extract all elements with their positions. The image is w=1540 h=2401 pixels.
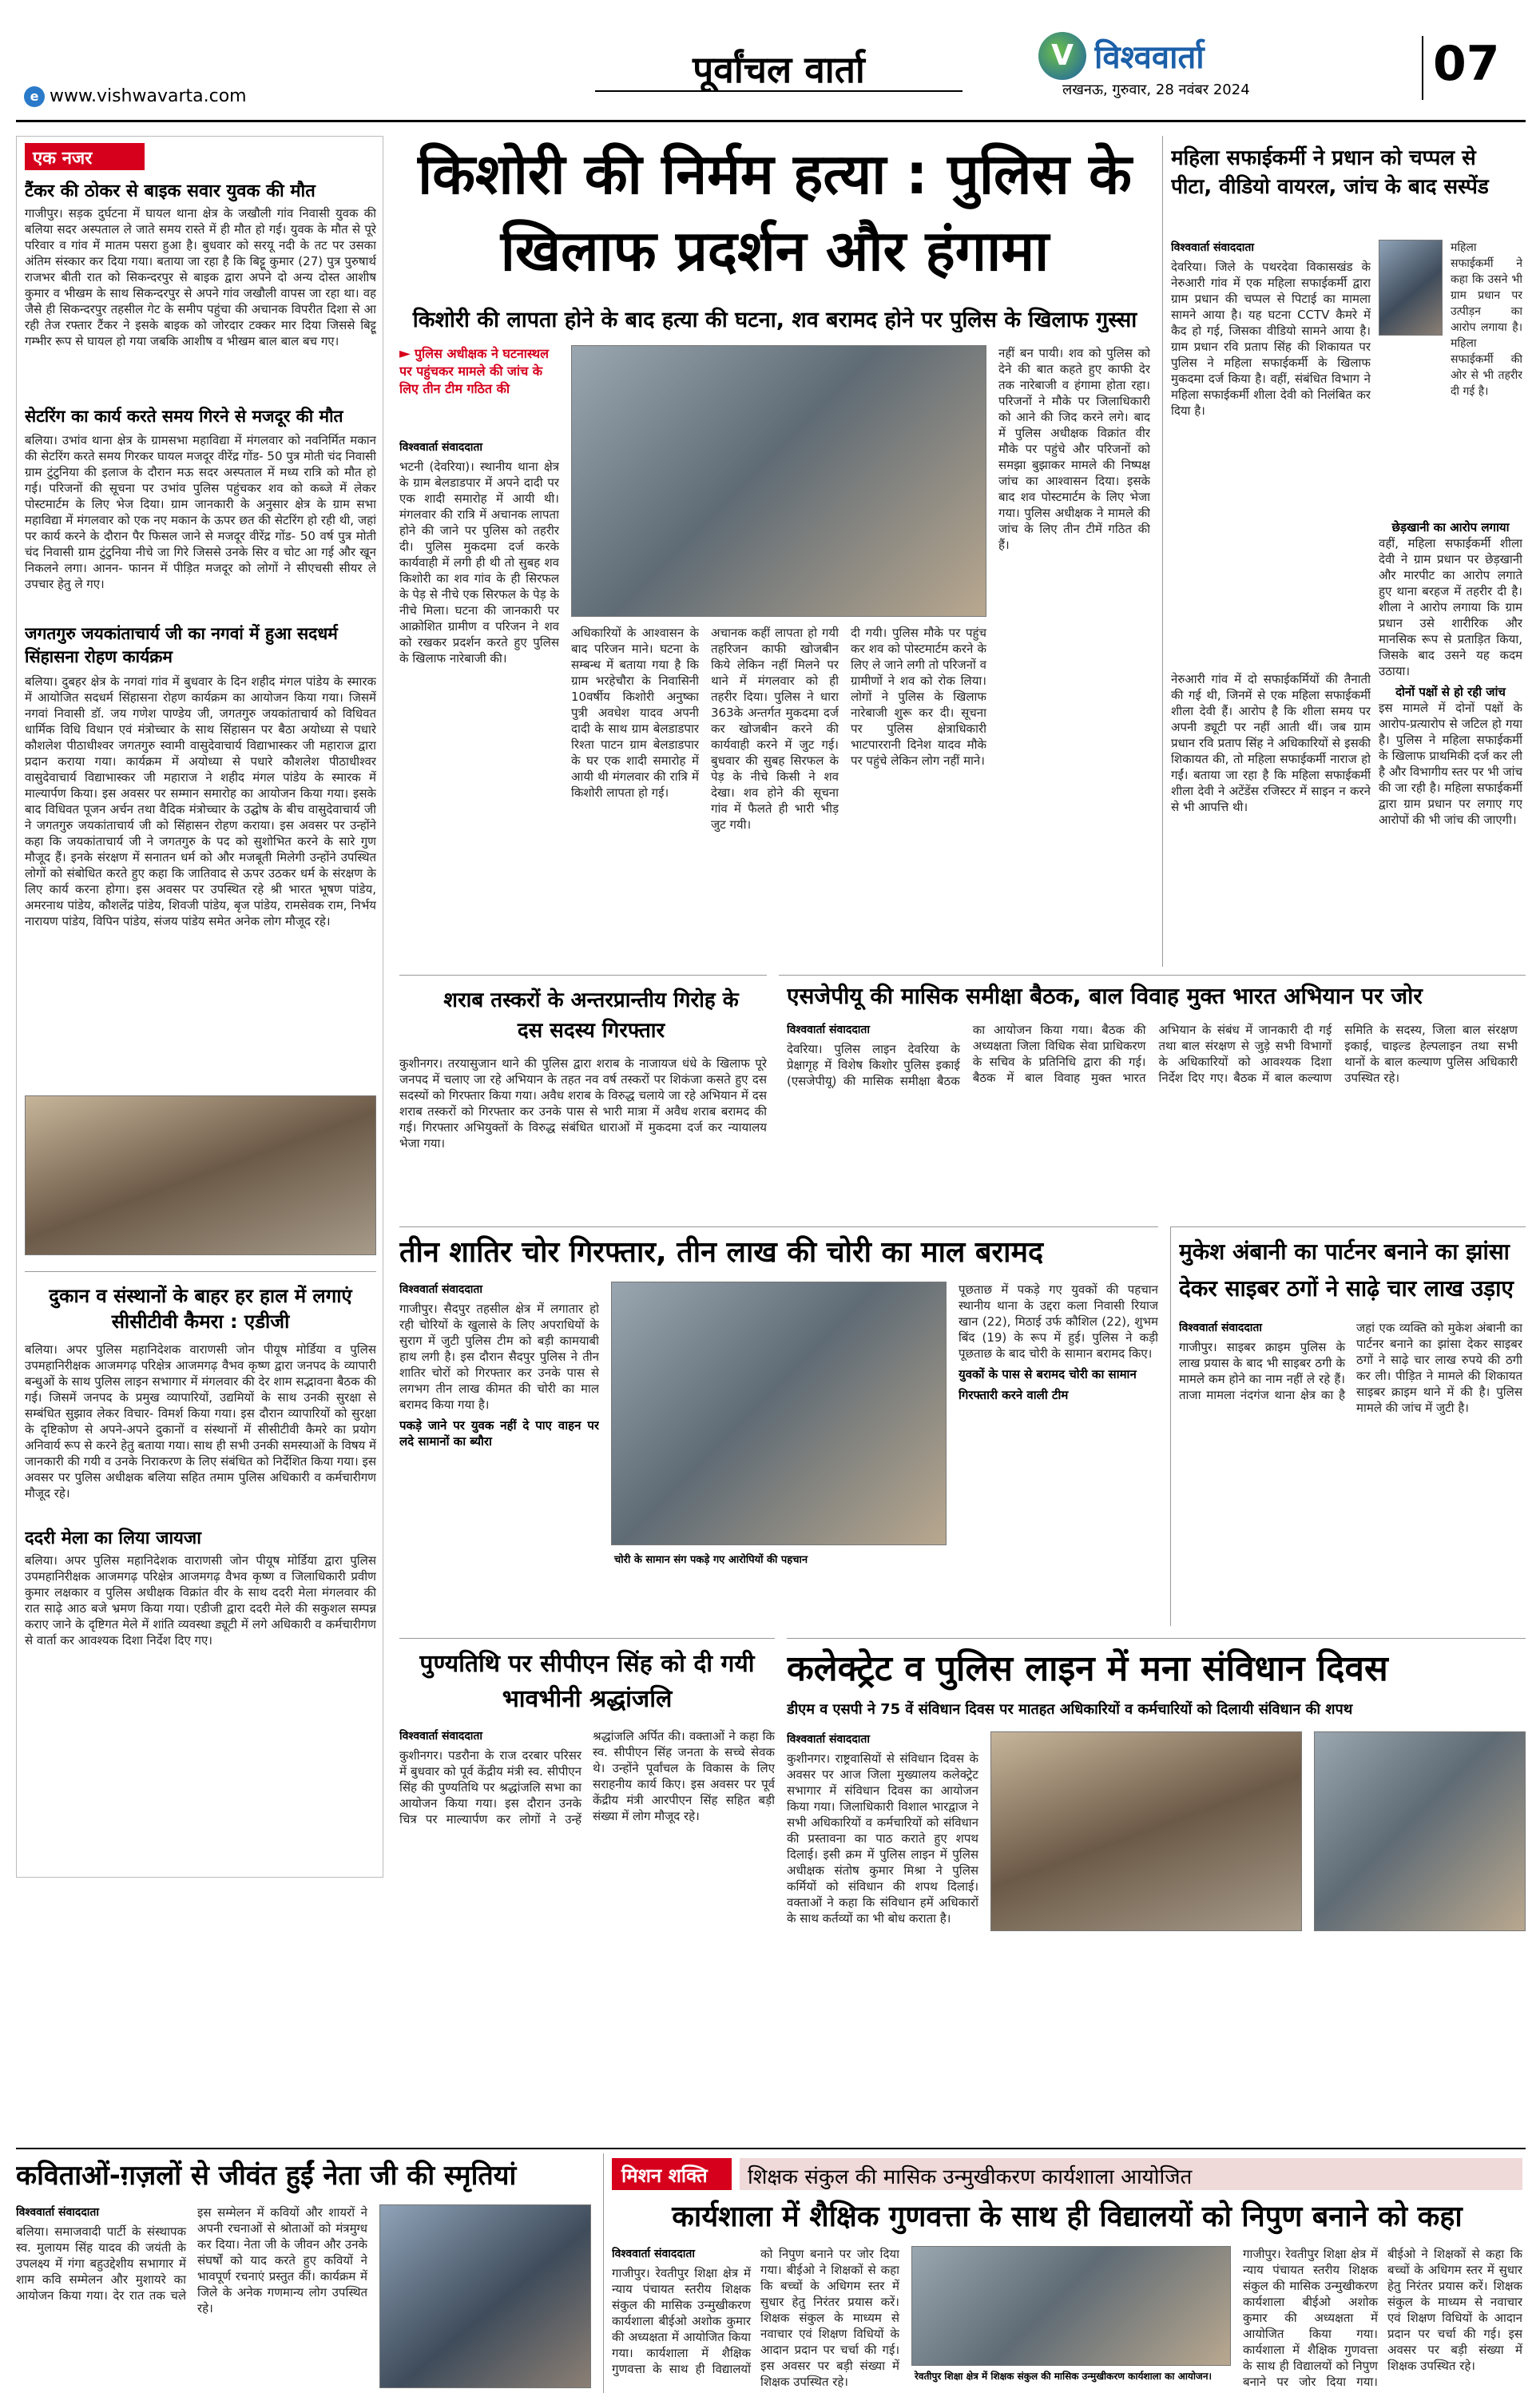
- mukesh-text: गाजीपुर। साइबर क्राइम पुलिस के लाख प्रयास के बाद भी साइबर ठगी के मामले कम होने का नाम नहीं ले रहे हैं। ताजा मामला नंदगंज थाना क्षेत्र का है जहां एक व्यक्ति को मुकेश अंबानी का पार्टनर बनाने का झांसा देकर साइबर ठगों ने साढ़े चार लाख रुपये की ठगी कर ली। पीड़ित ने मामले की शिकायत साइबर क्राइम थाने में की है। पुलिस मामले की जांच में जुटी है।: [1179, 1321, 1522, 1415]
- page-number: 07: [1422, 36, 1518, 100]
- samvidhan-headline: कलेक्ट्रेट व पुलिस लाइन में मना संविधान दिवस: [787, 1648, 1388, 1689]
- mahila-sub1-text: वहीं, महिला सफाईकर्मी शीला देवी ने ग्राम प्रधान पर छेड़खानी और मारपीट का आरोप लगाते हुए थाना बरहज में तहरीर दी है। शीला ने आरोप लगाया कि ग्राम प्रधान उसे शारीरिक और मानसिक रूप से प्रताड़ित किया, जिसके बाद उसने यह कदम उठाया।: [1379, 536, 1522, 678]
- lead-col-1-text: भटनी (देवरिया)। स्थानीय थाना क्षेत्र के ग्राम बेलडाडपार में अपने दादी पर एक शादी समारोह में आयी थी। मंगलवार की रात्रि में अचानक लापता होने की जाने पर पुलिस को तहरीर दी। पुलिस मुकदमा दर्ज करके कार्यवाही में लगी ही थी तो सुबह शव किशोरी का शव गांव के ही सिरफल के पेड़ से नीचे एक सिरफल के पेड़ के नीचे मिला। घटना की जानकारी पर आक्रोशित ग्रामीण व परिजन ने शव को रखकर प्रदर्शन करते हुए पुलिस के खिलाफ नारेबाजी की।: [399, 459, 559, 666]
- mission-headline: कार्यशाला में शैक्षिक गुणवत्ता के साथ ही विद्यालयों को निपुण बनाने को कहा: [672, 2200, 1463, 2233]
- kicker-text: पुलिस अधीक्षक ने घटनास्थल पर पहुंचकर मामले की जांच के लिए तीन टीम गठित की: [399, 346, 549, 396]
- ceremony-photo: [25, 1095, 376, 1255]
- mahila-col-1-text: देवरिया। जिले के पथरदेवा विकासखंड के नेरुआरी गांव में एक महिला सफाईकर्मी द्वारा ग्राम प्रधान की चप्पल से पिटाई का मामला सामने आया है। यह घटना CCTV कैमरे में कैद हो गई, जिसका वीडियो सामने आया है। ग्राम प्रधान रवि प्रताप सिंह की शिकायत पर पुलिस ने महिला सफाईकर्मी के खिलाफ मुकदमा दर्ज किया है। वहीं, संबंधित विभाग ने महिला सफाईकर्मी शीला देवी को निलंबित कर दिया है।: [1171, 260, 1371, 418]
- brief-3-headline: जगतगुरु जयकांताचार्य जी का नगवां में हुआ सदधर्म सिंहासना रोहण कार्यक्रम: [25, 624, 338, 666]
- punya-headline: पुण्यतिथि पर सीपीएन सिंह को दी गयी भावभीनी श्रद्धांजलि: [419, 1650, 755, 1713]
- chor-story: [399, 1226, 1158, 1626]
- mission-body: [612, 2246, 899, 2390]
- mukesh-headline: मुकेश अंबानी का पार्टनर बनाने का झांसा देकर साइबर ठगों ने साढ़े चार लाख उड़ाए: [1179, 1238, 1514, 1302]
- sjpu-byline: विश्ववार्ता संवाददाता: [787, 1024, 871, 1036]
- lead-col-5: नहीं बन पायी। शव को पुलिस को देने की बात कहते हुए काफी देर तक नारेबाजी व हंगामा होता रहा। परिजनों ने मौके पर जिलाधिकारी को आने की जिद करने लगे। बाद में पुलिस अधीक्षक विक्रांत वीर मौके पर पहुंचे और परिजनों को समझा बुझाकर मामले की निष्पक्ष जांच का आश्वासन दिया। इसके बाद शव पोस्टमार्टम के लिए भेजा गया। पुलिस अधीक्षक ने मामले की जांच के लिए तीन टीमें गठित की हैं।: [998, 346, 1150, 552]
- punya-text: कुशीनगर। पडरौना के राज दरबार परिसर में बुधवार को पूर्व केंद्रीय मंत्री स्व. सीपीएन सिंह की पुण्यतिथि पर श्रद्धांजलि सभा का आयोजन किया गया। इस दौरान उनके चित्र पर माल्यार्पण कर लोगों ने उन्हें श्रद्धांजलि अर्पित की। वक्ताओं ने कहा कि स्व. सीपीएन सिंह जनता के सच्चे सेवक थे। उन्होंने पूर्वांचल के विकास के लिए सराहनीय कार्य किए। इस अवसर पर पूर्व केंद्रीय मंत्री आरपीएन सिंह सहित बड़ी संख्या में लोग मौजूद रहे।: [399, 1729, 775, 1827]
- samvidhan-byline: विश्ववार्ता संवाददाता: [787, 1733, 871, 1746]
- samvidhan-photo-2: [1314, 1731, 1526, 1931]
- brief-5-headline: ददरी मेला का लिया जायजा: [25, 1528, 201, 1548]
- ek-nazar-column: [16, 136, 383, 1878]
- mission-col-3: गाजीपुर। रेवतीपुर शिक्षा क्षेत्र में न्याय पंचायत स्तरीय शिक्षक संकुल की मासिक उन्मुखीकरण कार्यशाला बीईओ अशोक कुमार की अध्यक्षता में आयोजित किया गया। कार्यशाला में शैक्षिक गुणवत्ता के साथ ही विद्यालयों को निपुण बनाने पर जोर दिया गया। बीईओ ने शिक्षकों से कहा कि बच्चों के अधिगम स्तर में सुधार हेतु निरंतर प्रयास करें। शिक्षक संकुल के माध्यम से नवाचार एवं शिक्षण विधियों के आदान प्रदान पर चर्चा की गई। इस अवसर पर बड़ी संख्या में शिक्षक उपस्थित रहे।: [1243, 2247, 1522, 2389]
- lead-col-2: अधिकारियों के आश्वासन के बाद परिजन माने। घटना के सम्बन्ध में बताया गया है कि ग्राम भरहेचौरा के निवासिनी 10वर्षीय किशोरी अनुष्का पुत्री अवधेश यादव अपनी दादी के साथ ग्राम बेलडाडपार रिश्ता पाटन ग्राम बेलडाडपार के घर एक शादी समारोह में आयी थी मंगलवार की रात्रि में किशोरी लापता हो गई।: [571, 626, 699, 800]
- web-icon: e: [24, 86, 45, 107]
- kicker-arrow-icon: ►: [399, 345, 411, 362]
- sjpu-body: [787, 1022, 1518, 1214]
- mahila-sub2-text: इस मामले में दोनों पक्षों के आरोप-प्रत्यारोप से जटिल हो गया है। पुलिस ने महिला सफाईकर्मी के खिलाफ प्राथमिकी दर्ज कर ली है और विभागीय स्तर पर भी जांच की जा रही है। महिला सफाईकर्मी द्वारा ग्राम प्रधान पर लगाए गए आरोपों की भी जांच की जाएगी।: [1379, 701, 1522, 827]
- lead-col-4: दी गयी। पुलिस मौके पर पहुंच कर शव को पोस्टमार्टम करने के लिए ले जाने लगी तो परिजनों व ग्रामीणों ने शव को रोक लिया। लोगों ने पुलिस के खिलाफ नारेबाजी शुरू कर दी। सूचना पर पुलिस क्षेत्राधिकारी भाटपाररानी दिनेश यादव मौके पर पहुंचे लेकिन लोग नहीं माने।: [851, 626, 986, 768]
- chor-col-3: [959, 1282, 1158, 1625]
- kavita-byline: विश्ववार्ता संवाददाता: [16, 2206, 100, 2219]
- chor-col-1: [399, 1282, 599, 1625]
- lead-col-1: [399, 439, 559, 959]
- mahila-sidebar-text: महिला सफाईकर्मी ने कहा कि उसने भी ग्राम प्रधान पर उत्पीड़न का आरोप लगाया है। महिला सफाईकर्मी की ओर से भी तहरीर दी गई है।: [1451, 241, 1522, 398]
- chor-sub-vehicle: पकड़े जाने पर युवक नहीं दे पाए वाहन पर लदे सामानों का ब्यौरा: [399, 1418, 599, 1449]
- kavita-text: बलिया। समाजवादी पार्टी के संस्थापक स्व. मुलायम सिंह यादव की जयंती के उपलक्ष्य में गंगा बहुउद्देशीय सभागार में शाम कवि सम्मेलन और मुशायरे का आयोजन किया गया। देर रात तक चले इस सम्मेलन में कवियों और शायरों ने अपनी रचनाओं से श्रोताओं को मंत्रमुग्ध कर दिया। नेता जी के जीवन और उनके संघर्षों को याद करते हुए कवियों ने भावपूर्ण रचनाएं प्रस्तुत कीं। कार्यक्रम में जिले के अनेक गणमान्य लोग उपस्थित रहे।: [16, 2205, 367, 2316]
- mukesh-body: [1179, 1320, 1522, 1624]
- samvidhan-story: [787, 1638, 1526, 2133]
- mission-tag: मिशन शक्ति: [612, 2158, 732, 2190]
- website[interactable]: www.vishwavarta.com: [50, 86, 247, 106]
- lead-subhead: किशोरी की लापता होने के बाद हत्या की घटना, शव बरामद होने पर पुलिस के खिलाफ गुस्सा: [412, 308, 1137, 332]
- mahila-story: [1162, 136, 1526, 967]
- mukesh-story: [1170, 1226, 1526, 1626]
- mahila-col-1: [1171, 240, 1371, 663]
- brief-1-headline: टैंकर की ठोकर से बाइक सवार युवक की मौत: [25, 181, 316, 201]
- punya-body: [399, 1728, 775, 2128]
- section-title: पूर्वांचल वार्ता: [595, 44, 963, 92]
- sjpu-headline: एसजेपीयू की मासिक समीक्षा बैठक, बाल विवाह मुक्त भारत अभियान पर जोर: [787, 983, 1423, 1009]
- punya-story: [399, 1638, 775, 2133]
- chor-col-1-text: गाजीपुर। सैदपुर तहसील क्षेत्र में लगातार हो रही चोरियों के खुलासे के लिए अपराधियों के सुराग में जुटी पुलिस टीम को बड़ी कामयाबी हाथ लगी है। इस दौरान सैदपुर पुलिस ने तीन शातिर चोरों को गिरफ्तार कर उनके पास से लगभग तीन लाख कीमत की चोरी का माल बरामद किया गया है।: [399, 1302, 599, 1412]
- chor-arrest-photo: [611, 1282, 947, 1545]
- sjpu-text: देवरिया। पुलिस लाइन देवरिया के प्रेक्षागृह में विशेष किशोर पुलिस इकाई (एसजेपीयू) की मासिक समीक्षा बैठक का आयोजन किया गया। बैठक की अध्यक्षता जिला विधिक सेवा प्राधिकरण के सचिव के प्रतिनिधि द्वारा की गई। बैठक में बाल विवाह मुक्त भारत अभियान के संबंध में जानकारी दी गई तथा बाल संरक्षण से जुड़े सभी विभागों के अधिकारियों को आवश्यक दिशा निर्देश दिए गए। बैठक में बाल कल्याण समिति के सदस्य, जिला बाल संरक्षण इकाई, चाइल्ड हेल्पलाइन तथा सभी थानों के बाल कल्याण पुलिस अधिकारी उपस्थित रहे।: [787, 1023, 1518, 1088]
- ek-nazar-tag: एक नजर: [25, 143, 145, 170]
- samvidhan-photo-1: [990, 1731, 1302, 1931]
- lead-col-3: अचानक कहीं लापता हो गयी तहरिजन काफी खोजबीन किये लेकिन नहीं मिलने पर थाने में मंगलवार को ही तहरीर दिया। पुलिस ने धारा 363के अन्तर्गत मुकदमा दर्ज कर खोजबीन करने की कार्यवाही करने में जुट गई। बुधवार की सुबह सिरफल के पेड़ के नीचे किसी ने शव देखा। शव होने की सूचना गांव में फैलते ही भारी भीड़ जुट गयी।: [711, 626, 839, 832]
- mission-byline: विश्ववार्ता संवाददाता: [612, 2248, 696, 2260]
- mahila-portrait-photo: [1379, 240, 1443, 336]
- mahila-headline: महिला सफाईकर्मी ने प्रधान को चप्पल से पीटा, वीडियो वायरल, जांच के बाद सस्पेंड: [1171, 146, 1489, 199]
- mukesh-byline: विश्ववार्ता संवाददाता: [1179, 1322, 1263, 1334]
- brief-1-text: गाजीपुर। सड़क दुर्घटना में घायल थाना क्षेत्र के जखौली गांव निवासी युवक की बलिया सदर अस्पताल ले जाते समय रास्ते में ही मौत हो गई। युवक के मौत से पूरे परिवार व गांव में मातम पसरा हुआ है। बुधवार को सरयू नदी के तट पर उसका अंतिम संस्कार कर दिया गया। बताया जा रहा है कि बिट्टू कुमार (27) पुत्र पुरुषार्थ राजभर बीती रात को सिकन्दरपुर से बाइक द्वारा अपने दो अन्य दोस्त आशीष कुमार व भीखम के साथ सिकन्दरपुर से अपने गांव जखौली वापस जा रहा था। वह जैसे ही सिकन्दरपुर तहसील गेट के समीप पहुंचा की अचानक विपरीत दिशा से आ रही तेज रफ्तार टैंकर ने इसके बाइक को जोरदार टक्कर मार दिया जिससे बिट्टू गम्भीर रूप से घायल हो गया जबकि आशीष व भीखम बाल बाल बच गए।: [25, 206, 376, 348]
- kavita-story: [16, 2153, 591, 2393]
- samvidhan-text: कुशीनगर। राष्ट्रवासियों से संविधान दिवस के अवसर पर आज जिला मुख्यालय कलेक्ट्रेट सभागार में संविधान दिवस का आयोजन किया गया। जिलाधिकारी विशाल भारद्वाज ने सभी अधिकारियों व कर्मचारियों को संविधान की प्रस्तावना का पाठ कराते हुए शपथ दिलाई। इसी क्रम में पुलिस लाइन में पुलिस अधीक्षक संतोष कुमार मिश्रा ने पुलिस कर्मियों को संविधान की शपथ दिलाई। वक्ताओं ने कहा कि संविधान हमें अधिकारों के साथ कर्तव्यों का भी बोध कराता है।: [787, 1751, 978, 1926]
- mission-caption: रेवतीपुर शिक्षा क्षेत्र में शिक्षक संकुल की मासिक उन्मुखीकरण कार्यशाला का आयोजन।: [911, 2367, 1231, 2390]
- chor-headline: तीन शातिर चोर गिरफ्तार, तीन लाख की चोरी का माल बरामद: [399, 1236, 1044, 1269]
- brief-2-text: बलिया। उभांव थाना क्षेत्र के ग्रामसभा महाविद्या में मंगलवार को नवनिर्मित मकान की सेटरिंग करते समय गिरकर घायल मजदूर वीरेंद्र गोंड- 50 पुत्र मोती चंद निवासी ग्राम टुंटुनिया की इलाज के दौरान मऊ सदर अस्पताल में मध्य रात्रि को मौत हो गई। परिजनों की सूचना पर उभांव पुलिस पहुंचकर शव को कब्जे में लेकर पोस्टमार्टम के लिए भेज दिया। ग्राम जानकारी के अनुसार क्षेत्र के ग्राम सभा महाविद्या में मंगलवार को एक नए मकान के ऊपर छत की सेटरिंग हो रही थी, जहां पर कार्य करने के दौरान पैर फिसल जाने से मजदूर वीरेंद्र गोंड- 50 वर्ष पुत्र मोती चंद निवासी ग्राम टुंटुनिया नीचे जा गिरे जिससे उनके सिर व चोट आ गई और खून निकलने लगा। आनन- फानन में पीड़ित मजदूर को लोगों ने सीएचसी सीयर ले उपचार हेतु ले गए।: [25, 433, 376, 591]
- brief-4-text: बलिया। अपर पुलिस महानिदेशक वाराणसी जोन पीयूष मोर्डिया व पुलिस उपमहानिरीक्षक आजमगढ़ परिक्षेत्र आजमगढ़ वैभव कृष्ण द्वारा जनपद के व्यापारी बन्धुओं के साथ पुलिस लाइन सभागार में मंगलवार की देर शाम सद्भावना बैठक की गई। जिसमें जनपद के प्रमुख व्यापारियों, उद्यमियों के साथ उनकी सुरक्षा से सम्बंधित सुझाव लेकर विचार- विमर्श किया गया। इस दौरान व्यापारियों को सुरक्षा के दृष्टिकोण से अपने-अपने दुकानों व संस्थानों में सीसीटीवी कैमरे का प्रयोग अनिवार्य रूप से करने हेतु बताया गया। साथ ही सभी उनकी समस्याओं के विषय में जानकारी की गयी व उनके निराकरण के लिए संबंधित को निर्देशित किया गया। इस अवसर पर पुलिस अधीक्षक बलिया सहित तमाम पुलिस अधिकारी व कर्मचारीगण मौजूद रहे।: [25, 1342, 376, 1501]
- kavita-photo: [379, 2204, 591, 2388]
- brief-2-headline: सेटरिंग का कार्य करते समय गिरने से मजदूर की मौत: [25, 407, 343, 426]
- dateline: लखनऊ, गुरुवार, 28 नवंबर 2024: [1062, 81, 1250, 98]
- samvidhan-col-1: [787, 1731, 978, 2131]
- brief-4-headline: दुकान व संस्थानों के बाहर हर हाल में लगाएं सीसीटीवी कैमरा : एडीजी: [49, 1285, 352, 1333]
- mission-story: [603, 2153, 1526, 2393]
- brief-3-text: बलिया। दुबहर क्षेत्र के नगवां गांव में बुधवार के दिन शहीद मंगल पांडेय के स्मारक में आयोजित सदधर्म सिंहासना रोहण कार्यक्रम का आयोजन किया गया। जिसमें नगवां निवासी डॉ. जय गणेश पाण्डेय जी, जगतगुरु जयकांताचार्य को विधिवत धार्मिक विधि विधान एवं मंत्रोच्चार के साथ सिंहासन पर बैठा अयोध्या से पधारे कौशलेश पीठाधीश्वर जगतगुरु स्वामी वासुदेवाचार्य विद्याभास्कर जी महाराज द्वारा प्रदान कराया गया। कार्यक्रम में अयोध्या से पधारे कौशलेश पीठाधीश्वर वासुदेवाचार्य विद्याभास्कर जी महाराज ने शहीद मंगल पांडेय के स्मारक में माल्यार्पण किया। इस अवसर पर सम्मान समारोह का आयोजन किया गया। इसके बाद विधिवत पूजन अर्चन तथा वैदिक मंत्रोच्चार के उद्घोष के बीच वासुदेवाचार्य जी ने जगतगुरु जयकांताचार्य जी को सिंहासन रोहण कराया। इस अवसर पर उन्होंने कहा कि जयकांताचार्य जी ने जगतगुरु के पद को सुशोभित करने के सारे गुण मौजूद हैं। इनके संरक्षण में सनातन धर्म को और मजबूती मिलेगी उन्होंने उपस्थित लोगों को संबोधित करते हुए कहा कि जातिवाद से ऊपर उठकर धर्म के संरक्षण के लिए कार्य करना होगा। इस अवसर पर उपस्थित रहे श्री भारत भूषण पांडेय, अमरनाथ पांडेय, कौशलेंद्र पांडेय, शिवजी पांडेय, बृज पांडेय, रामसेवक राम, निर्भय नारायण पांडेय, विपिन पांडेय, संजय पांडेय समेत अनेक लोग मौजूद रहे।: [25, 674, 376, 928]
- mission-title: शिक्षक संकुल की मासिक उन्मुखीकरण कार्यशाला आयोजित: [740, 2158, 1522, 2190]
- mahila-col-3: [1379, 519, 1522, 967]
- sjpu-story: [779, 975, 1526, 1214]
- mahila-col-2-text: नेरुआरी गांव में दो सफाईकर्मियों की तैनाती की गई थी, जिनमें से एक महिला सफाईकर्मी शीला देवी हैं। आरोप है कि शीला समय पर अपनी ड्यूटी पर नहीं आती थीं। जब ग्राम प्रधान रवि प्रताप सिंह ने अधिकारियों से इसकी शिकायत की, तो महिला सफाईकर्मी नाराज हो गईं। बताया जा रहा है कि महिला सफाईकर्मी शीला देवी ने अटेंडेंस रजिस्टर में साइन न करने से भी आपत्ति थी।: [1171, 672, 1371, 814]
- kavita-headline: कविताओं-ग़ज़लों से जीवंत हुईं नेता जी की स्मृतियां: [16, 2160, 517, 2192]
- masthead: [0, 0, 1540, 118]
- kavita-body: [16, 2204, 367, 2390]
- chor-col-3-text: पूछताछ में पकड़े गए युवकों की पहचान स्थानीय थाना के उद्दरा कला निवासी रियाज खान (22), मिठाई उर्फ कौशिल (22), शुभम बिंद (19) के रूप में हुई। पुलिस ने कड़ी पूछताछ के बाद चोरी के सामान बरामद किए।: [959, 1282, 1158, 1361]
- lead-crowd-photo: [571, 345, 986, 617]
- lead-kicker: [399, 345, 559, 433]
- brand-name: विश्ववार्ता: [1094, 39, 1205, 74]
- chor-photo-caption: चोरी के सामान संग पकड़े गए आरोपियों की पहचान: [611, 1550, 947, 1569]
- lead-byline: विश्ववार्ता संवाददाता: [399, 441, 483, 454]
- sharab-headline: शराब तस्करों के अन्तरप्रान्तीय गिरोह के दस सदस्य गिरफ्तार: [443, 988, 739, 1043]
- mahila-sub1: छेड़खानी का आरोप लगाया: [1391, 520, 1510, 535]
- lead-headline: किशोरी की निर्मम हत्या : पुलिस के खिलाफ प्रदर्शन और हंगामा: [418, 141, 1132, 284]
- mahila-sub2: दोनों पक्षों से हो रही जांच: [1395, 685, 1506, 699]
- mission-photo: [911, 2246, 1231, 2366]
- chor-sub-team: गिरफ्तारी करने वाली टीम: [959, 1388, 1069, 1402]
- samvidhan-subhead: डीएम व एसपी ने 75 वें संविधान दिवस पर मातहत अधिकारियों व कर्मचारियों को दिलायी संविधान की शपथ: [787, 1701, 1353, 1718]
- chor-byline: विश्ववार्ता संवाददाता: [399, 1283, 483, 1296]
- punya-byline: विश्ववार्ता संवाददाता: [399, 1730, 483, 1743]
- brand-logo-icon: V: [1038, 32, 1086, 80]
- lead-story: [399, 136, 1150, 967]
- sharab-story: [399, 975, 767, 1214]
- brief-5-text: बलिया। अपर पुलिस महानिदेशक वाराणसी जोन पीयूष मोर्डिया द्वारा पुलिस उपमहानिरीक्षक आजमगढ़ परिक्षेत्र आजमगढ़ वैभव कृष्ण व जिलाधिकारी प्रवीण कुमार लक्षकार व पुलिस अधीक्षक विक्रांत वीर के साथ ददरी मेला मंगलवार की रात साढ़े आठ बजे भ्रमण किया गया। एडीजी द्वारा ददरी मेले की सकुशल सम्पन्न कराए जाने के दृष्टिगत मेले में शांति व्यवस्था ड्यूटी में लगे अधिकारी व कर्मचारीगण से वार्ता कर आवश्यक दिशा निर्देश दिए गए।: [25, 1553, 376, 1648]
- mission-text: गाजीपुर। रेवतीपुर शिक्षा क्षेत्र में न्याय पंचायत स्तरीय शिक्षक संकुल की मासिक उन्मुखीकरण कार्यशाला बीईओ अशोक कुमार की अध्यक्षता में आयोजित किया गया। कार्यशाला में शैक्षिक गुणवत्ता के साथ ही विद्यालयों को निपुण बनाने पर जोर दिया गया। बीईओ ने शिक्षकों से कहा कि बच्चों के अधिगम स्तर में सुधार हेतु निरंतर प्रयास करें। शिक्षक संकुल के माध्यम से नवाचार एवं शिक्षण विधियों के आदान प्रदान पर चर्चा की गई। इस अवसर पर बड़ी संख्या में शिक्षक उपस्थित रहे।: [612, 2247, 899, 2389]
- sharab-text: कुशीनगर। तरयासुजान थाने की पुलिस द्वारा शराब के नाजायज धंधे के खिलाफ पूरे जनपद में चलाए जा रहे अभियान के तहत नव वर्ष तस्करों पर शिकंजा कसते हुए दस सदस्यों को गिरफ्तार किया गया। अवैध शराब के विरुद्ध चलाये जा रहे अभियान में दस शराब तस्करों को गिरफ्तार कर उनके पास से भारी मात्रा में अवैध शराब बरामद की गई। गिरफ्तार अभियुक्तों के विरुद्ध संबंधित धाराओं में मुकदमा दर्ज कर न्यायालय भेजा गया।: [399, 1056, 767, 1151]
- mahila-byline: विश्ववार्ता संवाददाता: [1171, 241, 1255, 254]
- chor-sub-items: युवकों के पास से बरामद चोरी का सामान: [959, 1367, 1137, 1381]
